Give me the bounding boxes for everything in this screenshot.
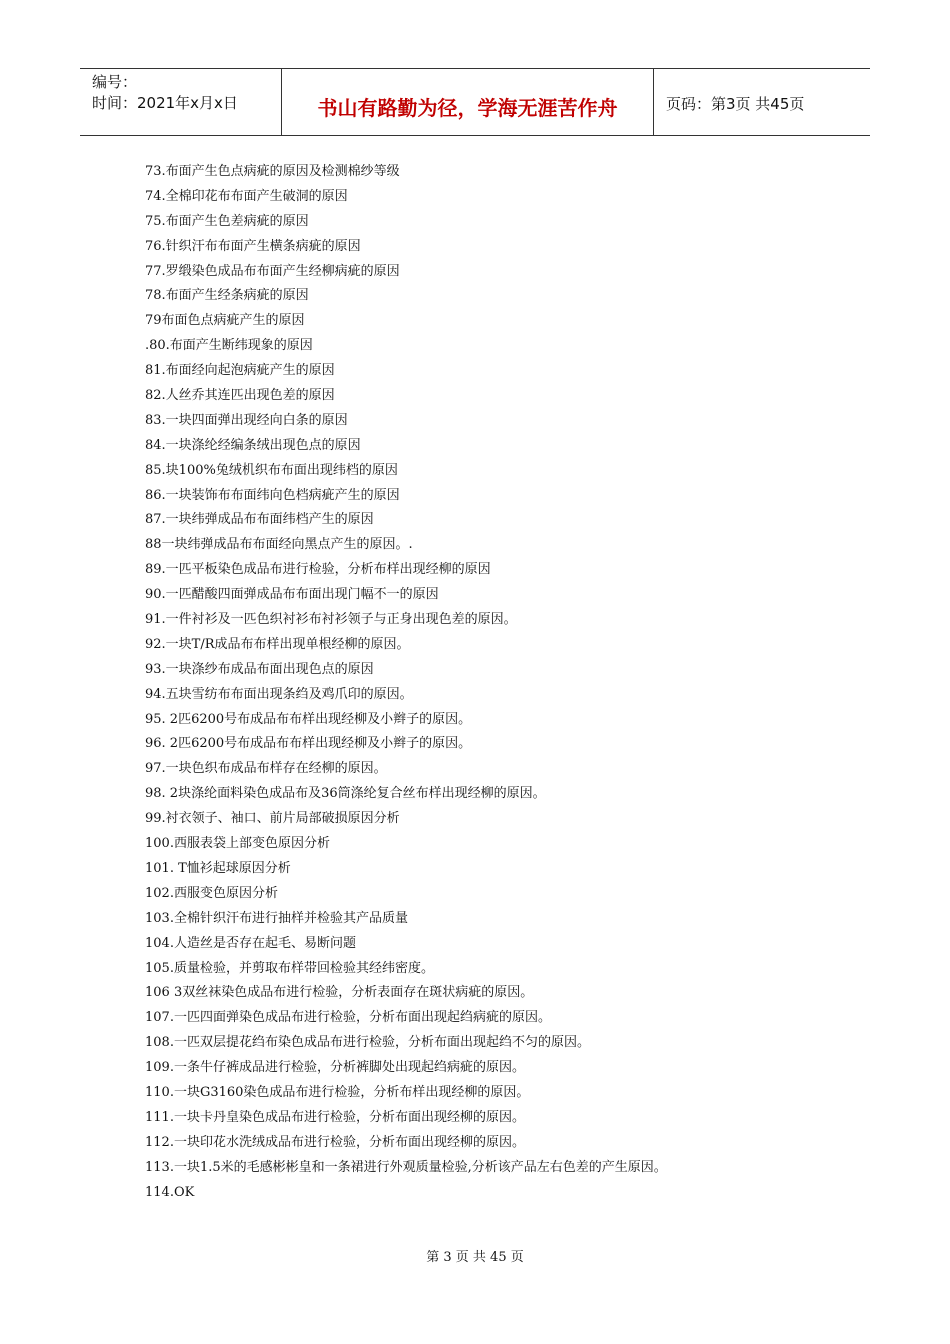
list-item: 91.一件衬衫及一匹色织衬衫布衬衫领子与正身出现色差的原因。 [145, 612, 517, 628]
header-page-cell [654, 69, 870, 135]
list-item: 74.全棉印花布布面产生破洞的原因 [145, 188, 348, 204]
topic-list [145, 160, 845, 1205]
header-meta-cell [80, 69, 282, 135]
list-item: 108.一匹双层提花绉布染色成品布进行检验，分析布面出现起绉不匀的原因。 [145, 1035, 590, 1051]
code-label: 编号： [92, 73, 138, 91]
list-item: 95. 2匹6200号布成品布布样出现经柳及小辫子的原因。 [145, 711, 472, 727]
list-item: 100.西服表袋上部变色原因分析 [145, 836, 330, 852]
list-item: 98. 2块涤纶面料染色成品布及36筒涤纶复合丝布样出现经柳的原因。 [145, 786, 546, 802]
list-item: 106 3双丝袜染色成品布进行检验，分析表面存在斑状病疵的原因。 [145, 985, 534, 1001]
list-item: 114.OK [145, 1184, 195, 1200]
list-item: 88一块纬弹成品布布面经向黑点产生的原因。. [145, 537, 413, 553]
list-item: 102.西服变色原因分析 [145, 885, 278, 901]
list-item: 99.衬衣领子、袖口、前片局部破损原因分析 [145, 811, 400, 827]
header-motto-cell [282, 69, 654, 135]
list-item: 96. 2匹6200号布成品布布样出现经柳及小辫子的原因。 [145, 736, 472, 752]
list-item: 81.布面经向起泡病疵产生的原因 [145, 363, 335, 379]
page-header [80, 68, 870, 136]
list-item: 77.罗缎染色成品布布面产生经柳病疵的原因 [145, 263, 400, 279]
footer-page-number: 第 3 页 共 45 页 [426, 1250, 524, 1265]
list-item: 83.一块四面弹出现经向白条的原因 [145, 412, 348, 428]
list-item: 105.质量检验，并剪取布样带回检验其经纬密度。 [145, 960, 434, 976]
list-item: 86.一块装饰布布面纬向色档病疵产生的原因 [145, 487, 400, 503]
list-item: 94.五块雪纺布布面出现条绉及鸡爪印的原因。 [145, 686, 413, 702]
page-footer [0, 1246, 950, 1265]
page-info: 页码：第3页 共45页 [666, 94, 805, 113]
list-item: 89.一匹平板染色成品布进行检验，分析布样出现经柳的原因 [145, 562, 491, 578]
list-item: 84.一块涤纶经编条绒出现色点的原因 [145, 437, 361, 453]
list-item: 107.一匹四面弹染色成品布进行检验，分析布面出现起绉病疵的原因。 [145, 1010, 551, 1026]
list-item: 97.一块色织布成品布样存在经柳的原因。 [145, 761, 387, 777]
list-item: 85.块100%兔绒机织布布面出现纬档的原因 [145, 462, 398, 478]
list-item: 76.针织汗布布面产生横条病疵的原因 [145, 238, 361, 254]
list-item: 101. T恤衫起球原因分析 [145, 860, 291, 876]
list-item: 113.一块1.5米的毛感彬彬皇和一条裙进行外观质量检验,分析该产品左右色差的产生原因。 [145, 1159, 667, 1175]
list-item: 87.一块纬弹成品布布面纬档产生的原因 [145, 512, 374, 528]
list-item: 75.布面产生色差病疵的原因 [145, 213, 309, 229]
list-item: .80.布面产生断纬现象的原因 [145, 338, 313, 354]
list-item: 110.一块G3160染色成品布进行检验，分析布样出现经柳的原因。 [145, 1084, 530, 1100]
list-item: 73.布面产生色点病疵的原因及检测棉纱等级 [145, 164, 400, 179]
motto-text: 书山有路勤为径，学海无涯苦作舟 [317, 95, 618, 120]
list-item: 112.一块印花水洗绒成品布进行检验，分析布面出现经柳的原因。 [145, 1134, 525, 1150]
list-item: 109.一条牛仔裤成品进行检验，分析裤脚处出现起绉病疵的原因。 [145, 1060, 525, 1076]
list-item: 103.全棉针织汗布进行抽样并检验其产品质量 [145, 910, 408, 926]
list-item: 79布面色点病疵产生的原因 [145, 313, 305, 329]
date-line: 时间：2021年x月x日 [92, 94, 238, 112]
list-item: 111.一块卡丹皇染色成品布进行检验，分析布面出现经柳的原因。 [145, 1109, 525, 1125]
list-item: 90.一匹醋酸四面弹成品布布面出现门幅不一的原因 [145, 587, 439, 603]
list-item: 92.一块T/R成品布布样出现单根经柳的原因。 [145, 636, 410, 652]
list-item: 93.一块涤纱布成品布面出现色点的原因 [145, 661, 374, 677]
list-item: 82.人丝乔其连匹出现色差的原因 [145, 388, 335, 404]
list-item: 78.布面产生经条病疵的原因 [145, 288, 309, 304]
list-item: 104.人造丝是否存在起毛、易断问题 [145, 935, 356, 951]
